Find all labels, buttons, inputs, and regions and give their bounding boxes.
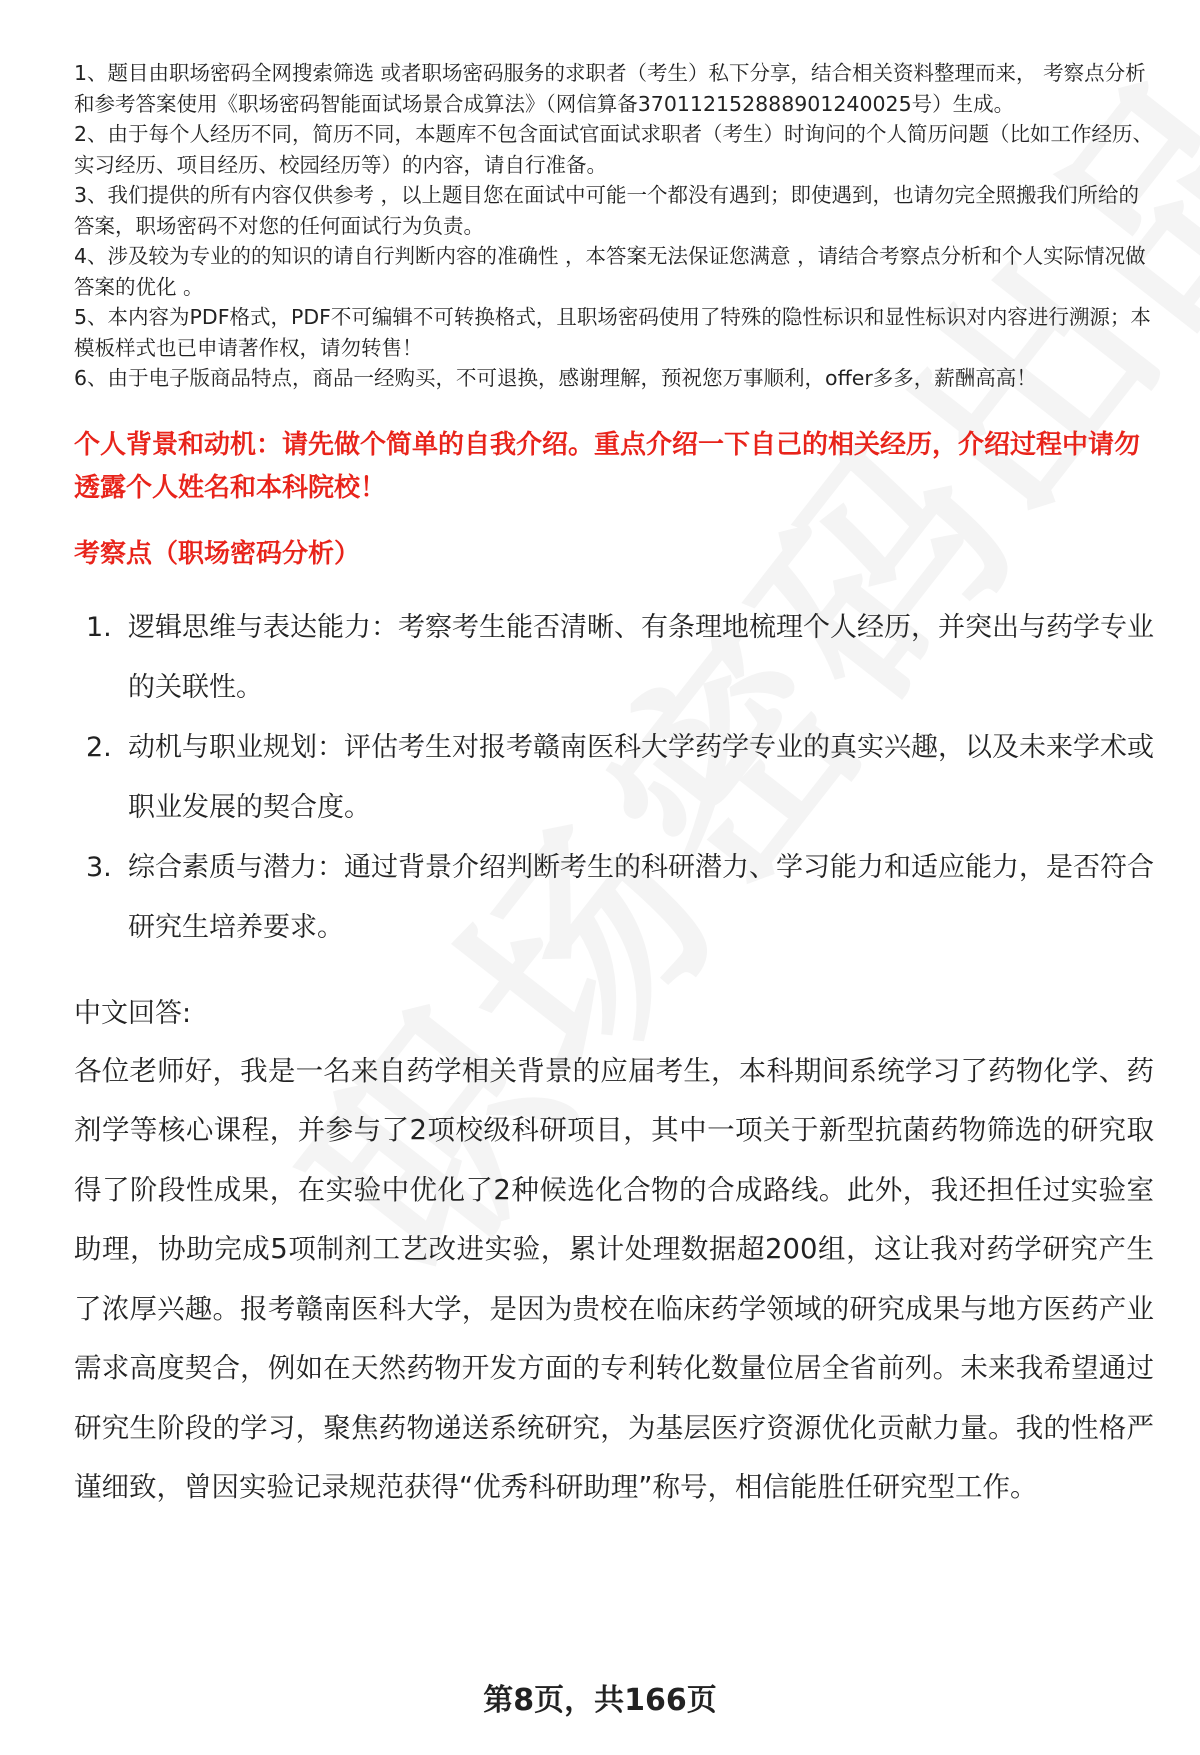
notice-item: 4、涉及较为专业的的知识的请自行判断内容的准确性 ，本答案无法保证您满意 ，请结合考察点分析和个人实际情况做答案的优化 。 <box>74 244 1146 299</box>
analysis-point <box>74 718 1154 838</box>
analysis-point <box>74 838 1154 958</box>
analysis-point <box>74 598 1154 718</box>
page-content <box>74 58 1154 1518</box>
notice-item: 6、由于电子版商品特点，商品一经购买，不可退换，感谢理解，预祝您万事顺利，offer多多，薪酬高高！ <box>74 366 1037 390</box>
notice-block <box>74 58 1154 394</box>
point-text: 动机与职业规划：评估考生对报考赣南医科大学药学专业的真实兴趣，以及未来学术或职业发展的契合度。 <box>128 731 1154 823</box>
point-text: 逻辑思维与表达能力：考察考生能否清晰、有条理地梳理个人经历，并突出与药学专业的关联性。 <box>128 611 1154 703</box>
point-text: 综合素质与潜力：通过背景介绍判断考生的科研潜力、学习能力和适应能力，是否符合研究生培养要求。 <box>128 851 1154 943</box>
answer-label: 中文回答: <box>74 997 192 1029</box>
notice-item: 3、我们提供的所有内容仅供参考 ，以上题目您在面试中可能一个都没有遇到；即使遇到，也请勿完全照搬我们所给的答案，职场密码不对您的任何面试行为负责。 <box>74 183 1140 238</box>
question-heading: 个人背景和动机：请先做个简单的自我介绍。重点介绍一下自己的相关经历，介绍过程中请勿透露个人姓名和本科院校！ <box>74 429 1141 503</box>
answer-text: 各位老师好，我是一名来自药学相关背景的应届考生，本科期间系统学习了药物化学、药剂学等核心课程，并参与了2项校级科研项目，其中一项关于新型抗菌药物筛选的研究取得了阶段性成果，在实验中优化了2种候选化合物的合成路线。此外，我还担任过实验室助理，协助完成5项制剂工艺改进实验，累计处理数据超200组，这让我对药学研究产生了浓厚兴趣。报考赣南医科大学，是因为贵校在临床药学领域的研究成果与地方医药产业需求高度契合，例如在天然药物开发方面的专利转化数量位居全省前列。未来我希望通过研究生阶段的学习，聚焦药物递送系统研究，为基层医疗资源优化贡献力量。我的性格严谨细致，曾因实验记录规范获得“优秀科研助理”称号，相信能胜任研究型工作。 <box>74 1054 1154 1503</box>
notice-item: 2、由于每个人经历不同，简历不同，本题库不包含面试官面试求职者（考生）时询问的个人简历问题（比如工作经历、实习经历、项目经历、校园经历等）的内容，请自行准备。 <box>74 122 1154 177</box>
point-number: 2. <box>86 731 112 763</box>
point-number: 1. <box>86 611 112 643</box>
analysis-points-list <box>74 598 1154 958</box>
notice-item: 1、题目由职场密码全网搜索筛选 或者职场密码服务的求职者（考生）私下分享，结合相关资料整理而来， 考察点分析和参考答案使用《职场密码智能面试场景合成算法》（网信算备370112152888901240025号）生成。 <box>74 61 1146 116</box>
notice-item: 5、本内容为PDF格式，PDF不可编辑不可转换格式，且职场密码使用了特殊的隐性标识和显性标识对内容进行溯源；本模板样式也已申请著作权，请勿转售！ <box>74 305 1151 360</box>
point-number: 3. <box>86 851 112 883</box>
page-number: 第8页，共166页 <box>483 1683 717 1718</box>
analysis-title: 考察点（职场密码分析） <box>74 538 361 569</box>
